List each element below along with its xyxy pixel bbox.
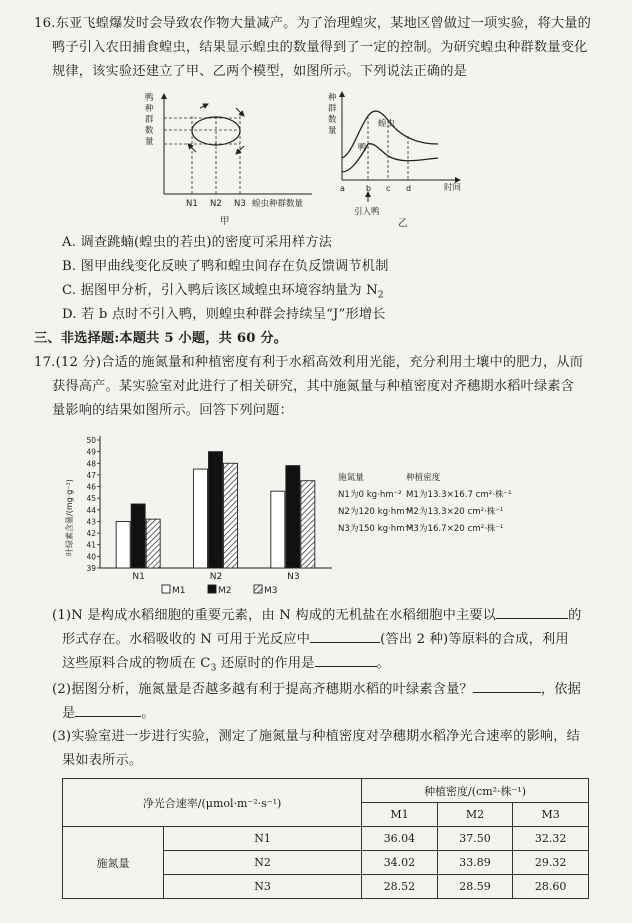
table-cell: 28.60: [513, 875, 589, 899]
q16-option-b: B. 图甲曲线变化反映了鸭和蝗虫间存在负反馈调节机制: [62, 259, 389, 274]
q16-option-a: A. 调查跳蝻(蝗虫的若虫)的密度可采用样方法: [62, 235, 333, 250]
answer-blank-2[interactable]: [310, 628, 380, 643]
yi-tick-c: c: [386, 184, 391, 193]
figure-jia: [140, 86, 320, 226]
q16-option-c: C. 据图甲分析，引入鸭后该区域蝗虫环境容纳量为 $N_2$: [62, 283, 384, 301]
q16-line2: 鸭子引入农田捕食蝗虫，结果显示蝗虫的数量得到了一定的控制。为研究蝗虫种群数量变化: [52, 40, 588, 55]
q16-line1: 16.东亚飞蝗爆发时会导致农作物大量减产。为了治理蝗灾，某地区曾做过一项实验，将大量的: [34, 16, 592, 31]
q17-part1-line2: 形式存在。水稻吸收的 N 可用于光反应中 (答出 2 种)等原料的合成，利用: [62, 628, 569, 651]
chart-y-tick-label: 40: [86, 552, 96, 562]
bar-N1-M2: [131, 504, 145, 568]
chart-y-tick-label: 50: [86, 436, 96, 445]
bar-N3-M3: [301, 481, 315, 568]
q17-part1-line1: (1)N 是构成水稻细胞的重要元素，由 N 构成的无机盐在水稻细胞中主要以 的: [52, 604, 582, 627]
table-cell: 29.32: [513, 851, 589, 875]
yi-duck-curve: [342, 144, 438, 172]
legend-swatch-M2: [208, 585, 216, 593]
q16-line3: 规律，该实验还建立了甲、乙两个模型，如图所示。下列说法正确的是: [52, 64, 468, 79]
net-photosynthesis-table: [62, 778, 589, 899]
chlorophyll-bar-chart: [60, 428, 340, 600]
def-m1: M1为13.3×16.7 cm²·株⁻¹: [406, 490, 512, 500]
table-col-m1: M1: [362, 803, 438, 827]
chart-y-tick-label: 44: [86, 505, 96, 515]
bar-N1-M3: [146, 519, 160, 568]
yi-series-duck: 鸭: [358, 143, 367, 153]
jia-tick-n3: N3: [234, 199, 246, 209]
bar-N2-M1: [194, 469, 208, 568]
bar-N2-M2: [209, 452, 223, 568]
chart-y-tick-label: 39: [86, 564, 96, 573]
answer-blank-1[interactable]: [496, 604, 568, 619]
bar-N3-M1: [271, 491, 285, 568]
chart-y-tick-label: 48: [86, 459, 96, 469]
table-row-label: N2: [164, 851, 362, 875]
legend-swatch-M3: [254, 585, 262, 593]
chart-y-tick-label: 47: [86, 470, 96, 480]
table-cell: 37.50: [437, 827, 513, 851]
table-cell: 32.32: [513, 827, 589, 851]
bar-N3-M2: [286, 466, 300, 568]
bar-N2-M3: [224, 463, 238, 568]
jia-arrow-icon: [200, 104, 208, 108]
table-row-label: N1: [164, 827, 362, 851]
jia-xlabel: 蝗虫种群数量: [252, 199, 304, 209]
table-cell: 36.04: [362, 827, 438, 851]
yi-arrow-label: 引入鸭: [354, 207, 380, 217]
table-cell: 33.89: [437, 851, 513, 875]
jia-tick-n2: N2: [210, 199, 222, 209]
q17-line1: 17.(12 分)合适的施氮量和种植密度有利于水稻高效利用光能，充分利用土壤中的肥力，从而: [34, 355, 584, 370]
def-n2: N2为120 kg·hm⁻²: [338, 507, 413, 517]
table-col-m2: M2: [437, 803, 513, 827]
yi-ylabel: 种 群 数 量: [328, 93, 337, 136]
q17-part2-line2: 是 。: [62, 702, 155, 725]
q17-part1-line3: 这些原料合成的物质在 $C_3$ 还原时的作用是 。: [62, 652, 390, 680]
legend-label-M3: M3: [264, 586, 278, 596]
table-group-header: 种植密度/(cm²·株⁻¹): [362, 779, 589, 803]
def-n3: N3为150 kg·hm⁻²: [338, 524, 413, 534]
table-cell: 28.52: [362, 875, 438, 899]
def-m3: M3为16.7×20 cm²·株⁻¹: [406, 524, 504, 534]
q17-line2: 获得高产。某实验室对此进行了相关研究，其中施氮量与种植密度对齐穗期水稻叶绿素含: [52, 379, 575, 394]
def-head-n: 施氮量: [338, 473, 364, 483]
jia-arrow-icon: [188, 144, 196, 152]
legend-label-M1: M1: [172, 586, 186, 596]
answer-blank-5[interactable]: [75, 702, 141, 717]
q17-line3: 量影响的结果如图所示。回答下列问题：: [52, 403, 293, 418]
chart-category-label: N1: [132, 572, 145, 582]
yi-xlabel: 时间: [444, 183, 462, 193]
answer-blank-4[interactable]: [473, 678, 541, 693]
q17-part3-line1: (3)实验室进一步进行实验，测定了施氮量与种植密度对孕穗期水稻净光合速率的影响，结: [52, 729, 581, 744]
figure-yi: [318, 86, 478, 231]
bar-N1-M1: [116, 521, 130, 568]
table-cell: 28.59: [437, 875, 513, 899]
chart-y-tick-label: 49: [86, 447, 96, 457]
section-3-heading: 三、非选择题:本题共 5 小题，共 60 分。: [34, 331, 288, 346]
q17-part3-line2: 果如表所示。: [62, 753, 143, 768]
jia-tick-n1: N1: [186, 199, 198, 209]
table-cell: 34.02: [362, 851, 438, 875]
chart-y-tick-label: 46: [86, 482, 96, 492]
chart-y-tick-label: 43: [86, 517, 96, 527]
chart-y-tick-label: 41: [86, 540, 96, 550]
table-row-group: 施氮量: [63, 827, 164, 899]
chart-ylabel: 叶绿素含量/(mg·g⁻¹): [65, 479, 74, 556]
def-head-m: 种植密度: [406, 473, 441, 483]
legend-swatch-M1: [162, 585, 170, 593]
def-n1: N1为0 kg·hm⁻²: [338, 490, 402, 500]
yi-series-locust: 蝗虫: [378, 119, 396, 129]
chart-category-label: N2: [209, 572, 223, 582]
jia-ylabel: 鸭 种 群 数 量: [145, 93, 154, 147]
q16-option-d: D. 若 b 点时不引入鸭，则蝗虫种群会持续呈“J”形增长: [62, 307, 386, 322]
chart-definitions: [338, 470, 512, 538]
def-m2: M2为13.3×20 cm²·株⁻¹: [406, 507, 504, 517]
chart-y-tick-label: 45: [86, 494, 96, 504]
legend-label-M2: M2: [218, 586, 232, 596]
chart-category-label: N3: [287, 572, 300, 582]
chart-y-tick-label: 42: [86, 529, 96, 539]
answer-blank-3[interactable]: [315, 652, 377, 667]
yi-caption: 乙: [398, 218, 408, 229]
table-row-label: N3: [164, 875, 362, 899]
yi-tick-a: a: [340, 184, 345, 193]
yi-tick-b: b: [366, 184, 372, 193]
jia-arrow-icon: [236, 108, 244, 116]
yi-tick-d: d: [406, 184, 412, 193]
table-corner-header: 净光合速率/(μmol·m⁻²·s⁻¹): [63, 779, 362, 827]
q17-part2-line1: (2)据图分析，施氮量是否越多越有利于提高齐穗期水稻的叶绿素含量？ ，依据: [52, 678, 581, 701]
jia-caption: 甲: [220, 216, 230, 226]
table-col-m3: M3: [513, 803, 589, 827]
table-row: [63, 827, 589, 851]
